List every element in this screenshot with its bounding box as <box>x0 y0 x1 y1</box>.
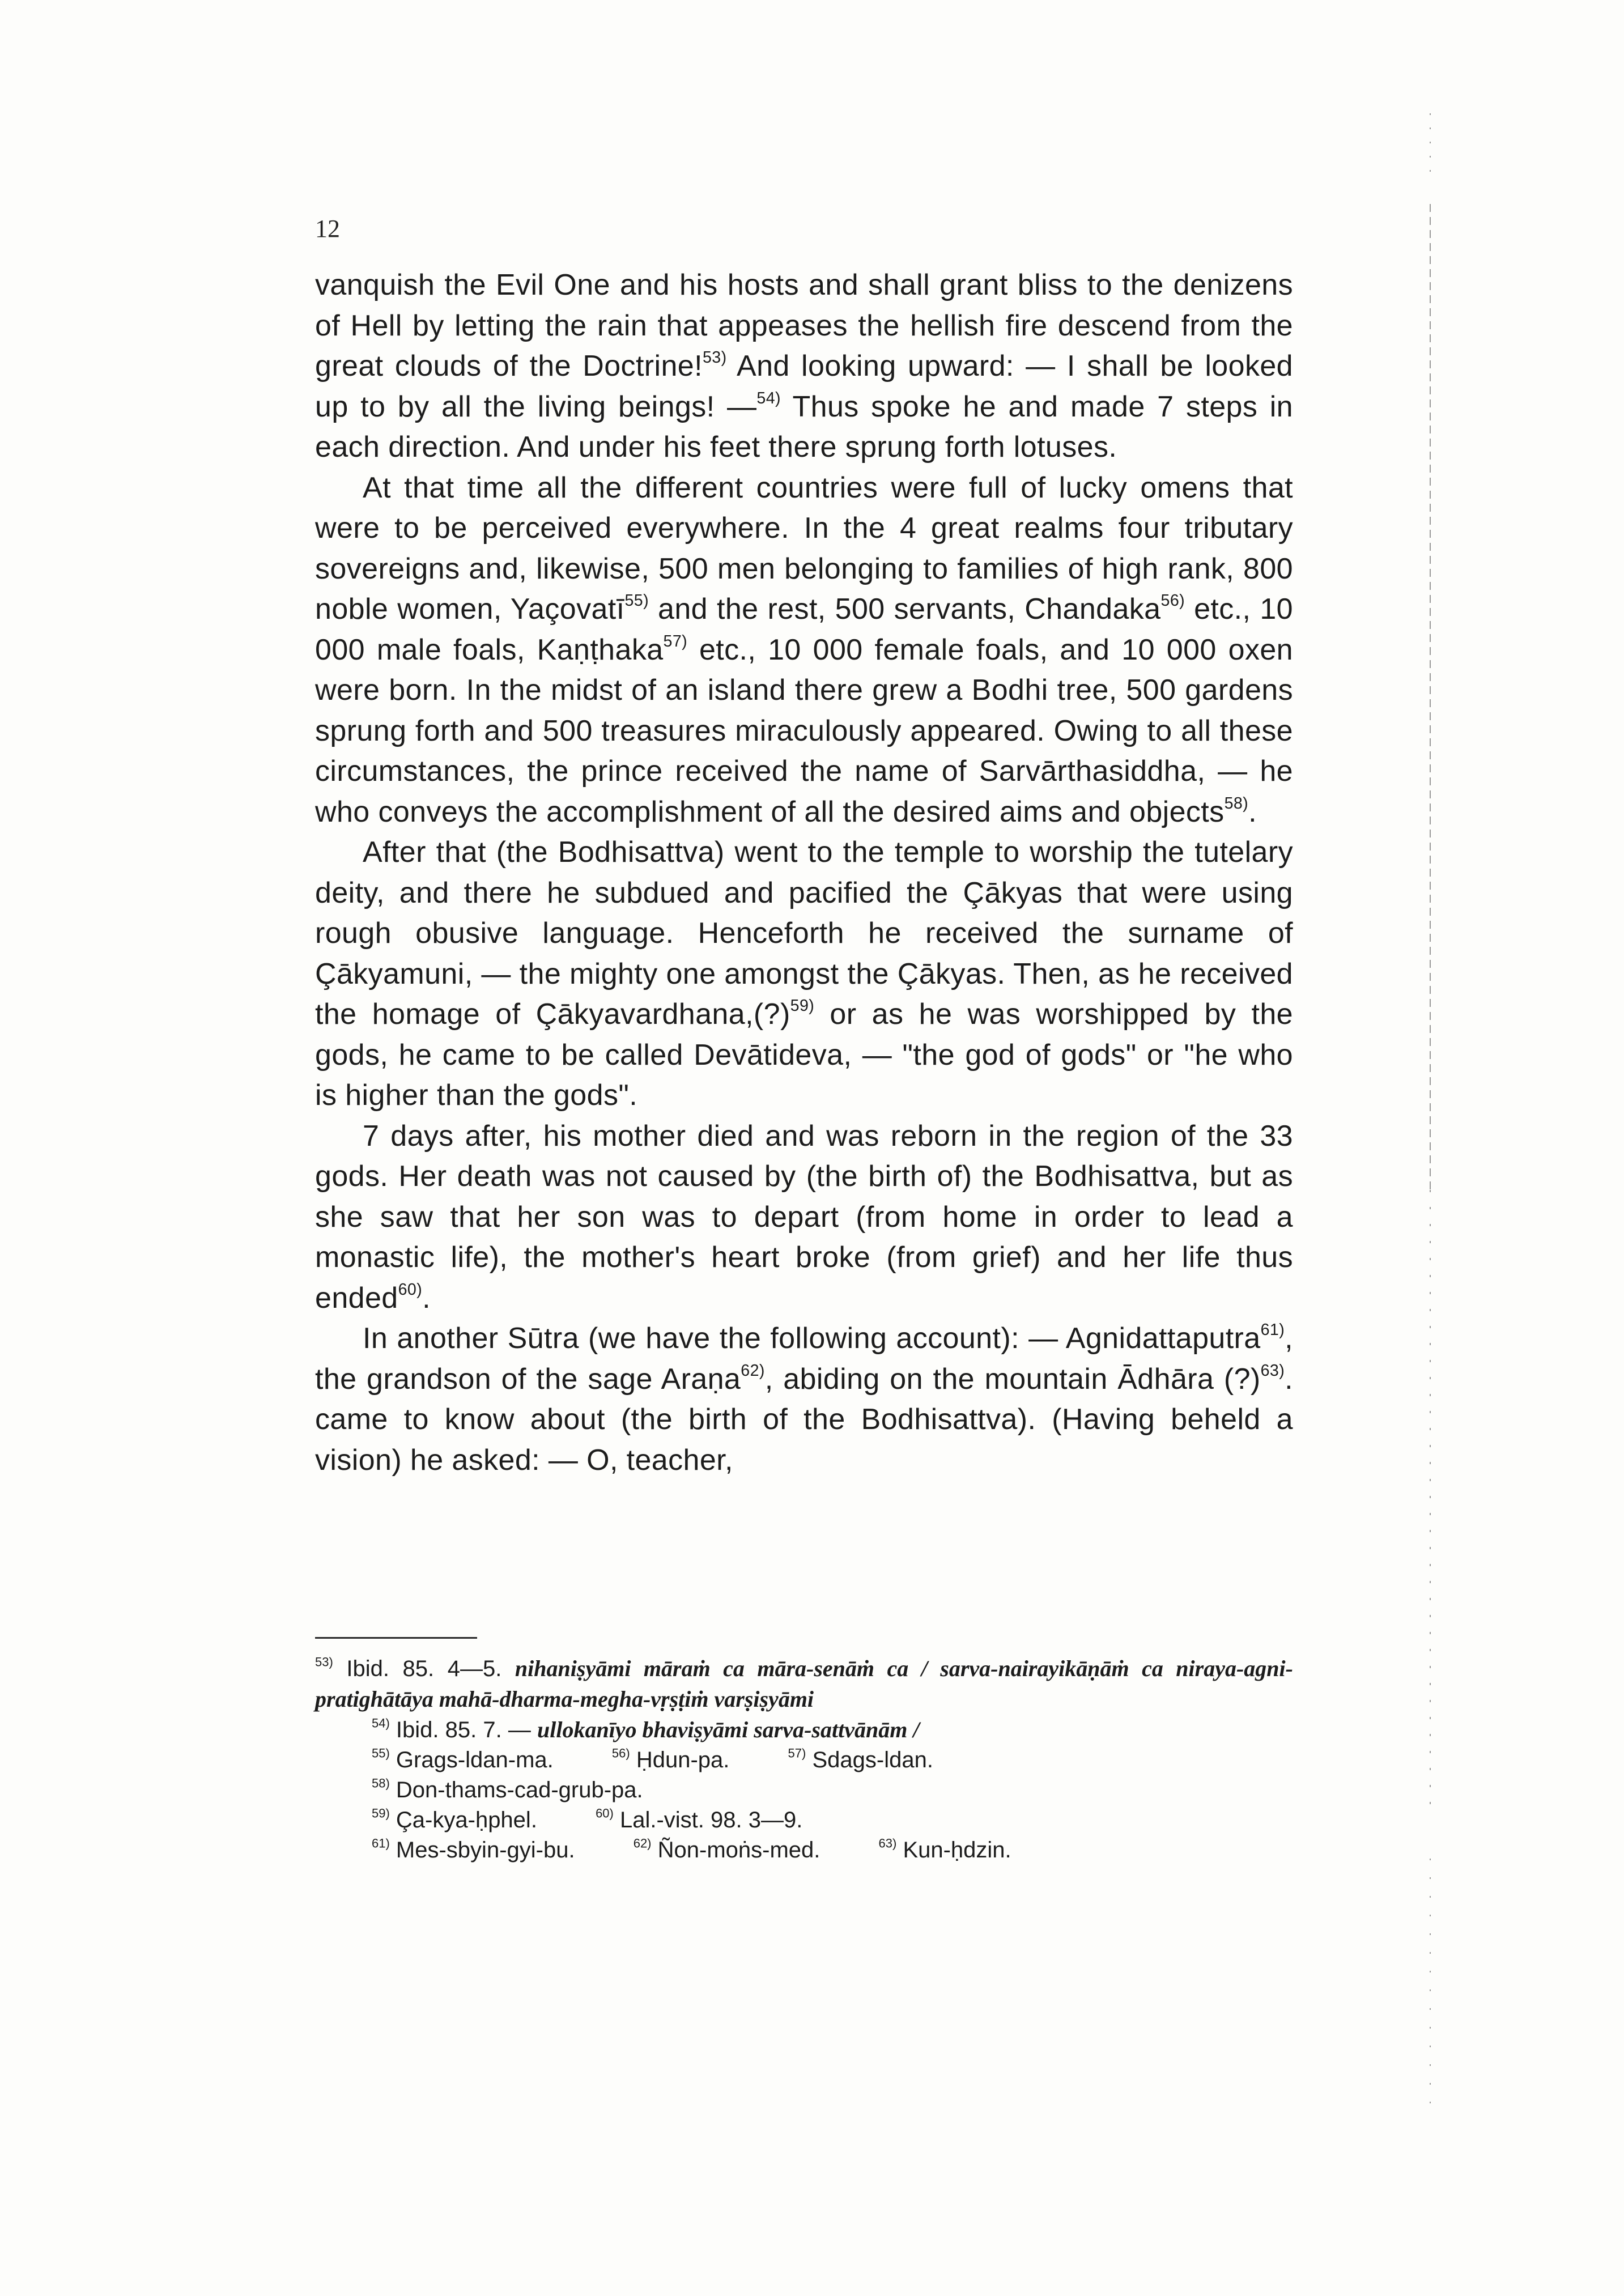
footnote-ref-mark: 55) <box>624 592 649 610</box>
footnote-text: Grags-ldan-ma. <box>396 1747 554 1772</box>
footnote-mark: 53) <box>315 1655 333 1669</box>
footnote-63 <box>879 1835 1011 1865</box>
text-run: In another Sūtra (we have the following account): — Agnidattaputra <box>363 1322 1261 1355</box>
footnote-sanskrit: nihaniṣyāmi māraṁ ca māra-senāṁ ca / sarva-nairayikāṇāṁ ca niraya-agni-pratighātāya mahā-dharma-megha-vṛṣṭiṁ varṣiṣyāmi <box>315 1656 1293 1712</box>
footnote-54 <box>315 1715 1293 1745</box>
footnote-mark: 62) <box>633 1836 652 1851</box>
footnote-reference: Ibid. 85. 7. — <box>396 1717 531 1742</box>
footnote-text: Sdags-ldan. <box>812 1747 933 1772</box>
footnote-ref-mark: 57) <box>663 632 688 650</box>
footnote-mark: 54) <box>372 1716 390 1730</box>
paragraph <box>315 1319 1293 1481</box>
paragraph <box>315 468 1293 833</box>
text-run: , abiding on the mountain Ādhāra (?) <box>764 1362 1261 1396</box>
text-run: or as he was worshipped by the gods, he came to be called Devātideva, — "the god of gods" or "he who is higher than the gods". <box>315 998 1293 1112</box>
text-run: At that time all the different countries were full of lucky omens that were to be perceived everywhere. In the 4 great realms four tributary sovereigns and, likewise, 500 men belonging to families of high rank, 800 noble women, Yaçovatī <box>315 471 1293 626</box>
footnote-reference: Ibid. 85. 4—5. <box>346 1656 502 1681</box>
footnote-divider <box>315 1637 477 1639</box>
text-run: etc., 10 000 female foals, and 10 000 oxen were born. In the midst of an island there grew a Bodhi tree, 500 gardens sprung forth and 500 treasures miraculously appeared. Owing to all these circumstances, the prince received the name of Sarvārthasiddha, — he who conveys the accomplishment of all the desired aims and objects <box>315 633 1293 828</box>
footnote-ref-mark: 63) <box>1260 1361 1285 1380</box>
footnote-62 <box>634 1835 820 1865</box>
footnote-ref-mark: 62) <box>741 1361 765 1380</box>
footnote-ref-mark: 54) <box>756 389 781 407</box>
footnote-mark: 60) <box>596 1806 614 1821</box>
text-run: , the grandson of the sage Araṇa <box>315 1322 1293 1396</box>
footnote-row-61-63 <box>315 1835 1293 1865</box>
footnote-text: Ñon-moṅs-med. <box>657 1838 820 1863</box>
paragraph <box>315 1116 1293 1319</box>
text-run: etc., 10 000 male foals, Kaṇṭhaka <box>315 593 1293 666</box>
footnote-58 <box>315 1775 1293 1805</box>
text-run: vanquish the Evil One and his hosts and shall grant bliss to the denizens of Hell by letting the rain that appeases the hellish fire descend from the great clouds of the Doctrine! <box>315 269 1293 382</box>
footnote-text: Kun-ḥdzin. <box>903 1838 1011 1863</box>
footnote-ref-mark: 53) <box>702 348 727 367</box>
footnote-ref-mark: 59) <box>790 997 815 1015</box>
footnote-ref-mark: 58) <box>1224 794 1249 813</box>
text-run: and the rest, 500 servants, Chandaka <box>649 593 1161 626</box>
text-run: After that (the Bodhisattva) went to the temple to worship the tutelary deity, and there he subdued and pacified the Çākyas that were using rough obusive language. Henceforth he received the surname of Çākyamuni, — the mighty one amongst the Çākyas. Then, as he received the homage of Çākyavardhana,(?) <box>315 836 1293 1031</box>
footnote-text: Ḥdun-pa. <box>636 1747 730 1772</box>
footnote-text: Lal.-vist. 98. 3—9. <box>619 1808 803 1832</box>
text-run: Thus spoke he and made 7 steps in each direction. And under his feet there sprung forth lotuses. <box>315 390 1293 464</box>
text-run: And looking upward: — I shall be looked up to by all the living beings! — <box>315 350 1293 423</box>
footnote-56 <box>612 1745 729 1775</box>
footnote-row-59-60 <box>315 1805 1293 1835</box>
footnote-row-55-57 <box>315 1745 1293 1775</box>
text-run: . <box>422 1281 431 1315</box>
scan-edge-artifact <box>1429 113 1431 2108</box>
footnote-ref-mark: 56) <box>1160 592 1185 610</box>
page-number: 12 <box>315 215 340 243</box>
footnote-53 <box>315 1653 1293 1715</box>
footnote-57 <box>788 1745 933 1775</box>
footnote-mark: 59) <box>372 1806 390 1821</box>
footnote-sanskrit: ullokanīyo bhaviṣyāmi sarva-sattvānām / <box>537 1717 920 1742</box>
footnote-mark: 55) <box>372 1746 390 1761</box>
footnote-text: Mes-sbyin-gyi-bu. <box>396 1838 575 1863</box>
footnote-mark: 58) <box>372 1776 390 1791</box>
footnote-59 <box>372 1805 537 1835</box>
footnote-ref-mark: 60) <box>398 1280 423 1299</box>
paragraph <box>315 265 1293 468</box>
footnote-60 <box>596 1805 802 1835</box>
text-run: . <box>1248 795 1257 828</box>
footnotes <box>315 1653 1293 1865</box>
footnote-mark: 61) <box>372 1836 390 1851</box>
text-run: 7 days after, his mother died and was reborn in the region of the 33 gods. Her death was not caused by (the birth of) the Bodhisattva, but as she saw that her son was to depart (from home in order to lead a monastic life), the mother's heart broke (from grief) and her life thus ended <box>315 1119 1293 1315</box>
footnote-61 <box>372 1835 575 1865</box>
text-run: . came to know about (the birth of the Bodhisattva). (Having beheld a vision) he asked: — O, teacher, <box>315 1362 1294 1477</box>
footnote-mark: 56) <box>611 1746 630 1761</box>
footnote-mark: 63) <box>878 1836 897 1851</box>
footnote-text: Don-thams-cad-grub-pa. <box>396 1778 643 1802</box>
main-text <box>315 265 1293 1481</box>
footnote-text: Ça-kya-ḥphel. <box>396 1808 537 1832</box>
footnote-ref-mark: 61) <box>1260 1321 1285 1340</box>
paragraph <box>315 832 1293 1116</box>
footnote-mark: 57) <box>788 1746 806 1761</box>
footnote-55 <box>372 1745 554 1775</box>
